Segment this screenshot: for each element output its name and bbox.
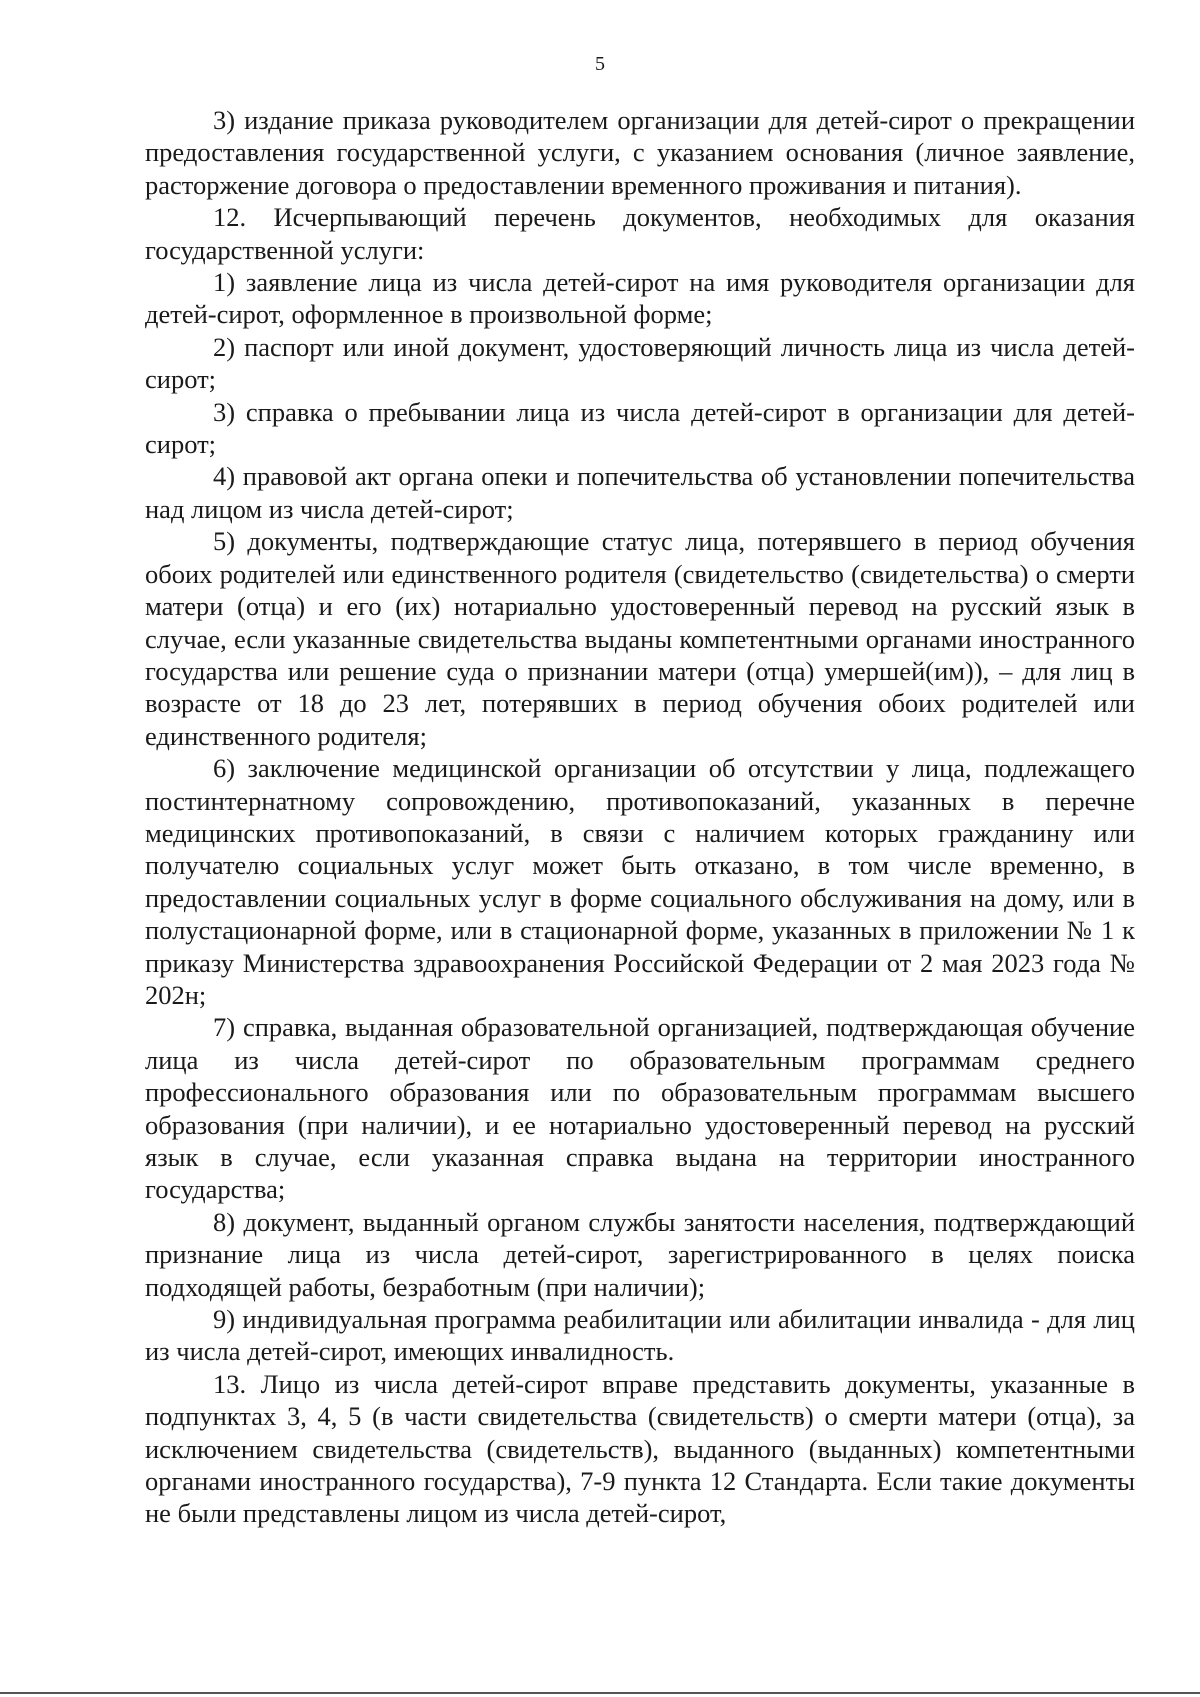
bottom-scan-edge xyxy=(0,1692,1200,1694)
page-number: 5 xyxy=(595,53,605,75)
paragraph-clause-13: 13. Лицо из числа детей-сирот вправе представить документы, указанные в подпунктах 3, 4, 5 (в части свидетельства (свидетельств) о смерти матери (отца), за исключением свидетельства (свидетельств), выданного (выданных) компетентными органами иностранного государства), 7-9 пункта 12 Стандарта. Если такие документы не были представлены лицом из числа детей-сирот, xyxy=(145,1368,1135,1529)
paragraph-item-3-certificate: 3) справка о пребывании лица из числа детей-сирот в организации для детей-сирот; xyxy=(145,396,1135,460)
paragraph-item-4-legal-act: 4) правовой акт органа опеки и попечительства об установлении попечительства над лицом из числа детей-сирот; xyxy=(145,461,1135,524)
paragraph-item-3-termination-order: 3) издание приказа руководителем организации для детей-сирот о прекращении предоставления государственной услуги, с указанием основания (личное заявление, расторжение договора о предоставлении временного проживания и питания). xyxy=(145,105,1135,200)
paragraph-item-6-medical-conclusion: 6) заключение медицинской организации об отсутствии у лица, подлежащего постинтернатному сопровождению, противопоказаний, указанных в перечне медицинских противопоказаний, в связи с наличием которых гражданину или получателю социальных услуг может быть отказано, в том числе временно, в предоставлении социальных услуг в форме социального обслуживания на дому, или в полустационарной форме, или в стационарной форме, указанных в приложении № 1 к приказу Министерства здравоохранения Российской Федерации от 2 мая 2023 года № 202н; xyxy=(145,753,1135,1010)
document-body xyxy=(145,104,1135,1530)
paragraph-item-1-application: 1) заявление лица из числа детей-сирот на имя руководителя организации для детей-сирот, оформленное в произвольной форме; xyxy=(145,267,1135,330)
paragraph-item-7-education-certificate: 7) справка, выданная образовательной организацией, подтверждающая обучение лица из числа детей-сирот по образовательным программам среднего профессионального образования или по образовательным программам высшего образования (при наличии), и ее нотариально удостоверенный перевод на русский язык в случае, если указанная справка выдана на территории иностранного государства; xyxy=(145,1012,1135,1205)
paragraph-item-8-employment-document: 8) документ, выданный органом службы занятости населения, подтверждающий признание лица из числа детей-сирот, зарегистрированного в целях поиска подходящей работы, безработным (при наличии); xyxy=(145,1206,1135,1302)
paragraph-item-5-status-documents: 5) документы, подтверждающие статус лица, потерявшего в период обучения обоих родителей или единственного родителя (свидетельство (свидетельства) о смерти матери (отца) и его (их) нотариально удостоверенный перевод на русский язык в случае, если указанные свидетельства выданы компетентными органами иностранного государства или решение суда о признании матери (отца) умершей(им)), – для лиц в возрасте от 18 до 23 лет, потерявших в период обучения обоих родителей или единственного родителя; xyxy=(145,526,1135,751)
paragraph-item-2-passport: 2) паспорт или иной документ, удостоверяющий личность лица из числа детей-сирот; xyxy=(145,331,1135,395)
paragraph-clause-12-heading: 12. Исчерпывающий перечень документов, необходимых для оказания государственной услуги: xyxy=(145,202,1135,265)
paragraph-item-9-rehabilitation-program: 9) индивидуальная программа реабилитации или абилитации инвалида - для лиц из числа детей-сирот, имеющих инвалидность. xyxy=(145,1304,1135,1367)
